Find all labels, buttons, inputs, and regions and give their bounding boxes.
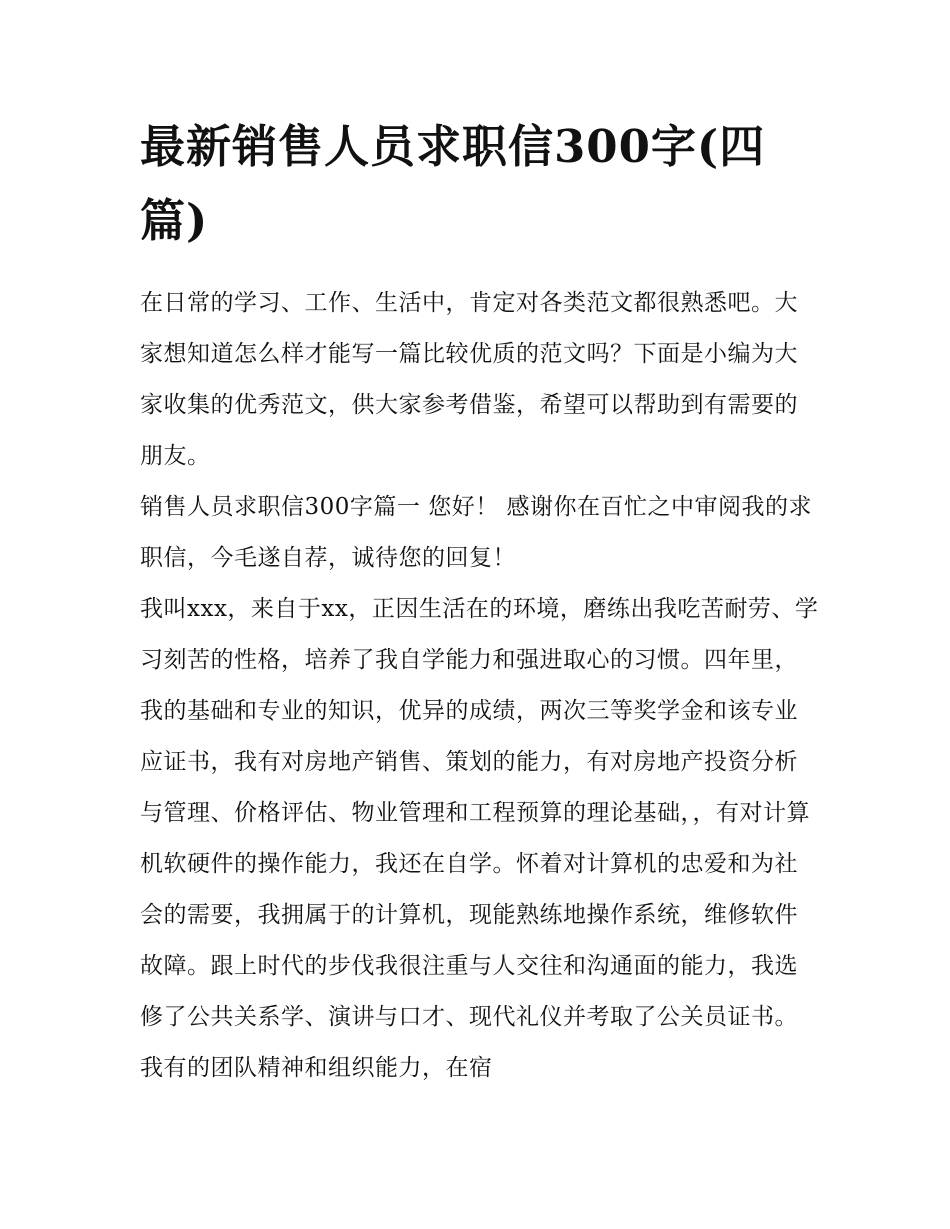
document-title: 最新销售人员求职信300字(四篇) (140, 120, 766, 247)
document-body (140, 278, 820, 1094)
paragraph-self-introduction: 我叫xxx，来自于xx，正因生活在的环境，磨练出我吃苦耐劳、学习刻苦的性格，培养了我自学能力和强进取心的习惯。四年里，我的基础和专业的知识，优异的成绩，两次三等奖学金和该专业应证书，我有对房地产销售、策划的能力，有对房地产投资分析与管理、价格评估、物业管理和工程预算的理论基础，，有对计算机软硬件的操作能力，我还在自学。怀着对计算机的忠爱和为社会的需要，我拥属于的计算机，现能熟练地操作系统，维修软件故障。跟上时代的步伐我很注重与人交往和沟通面的能力，我选修了公共关系学、演讲与口才、现代礼仪并考取了公关员证书。我有的团队精神和组织能力，在宿 (140, 596, 819, 1081)
paragraph-intro: 在日常的学习、工作、生活中，肯定对各类范文都很熟悉吧。大家想知道怎么样才能写一篇比较优质的范文吗？下面是小编为大家收集的优秀范文，供大家参考借鉴，希望可以帮助到有需要的朋友。 (140, 290, 798, 469)
paragraph-greeting: 销售人员求职信300字篇一 您好！ 感谢你在百忙之中审阅我的求职信，今毛遂自荐，诚待您的回复！ (140, 494, 813, 571)
